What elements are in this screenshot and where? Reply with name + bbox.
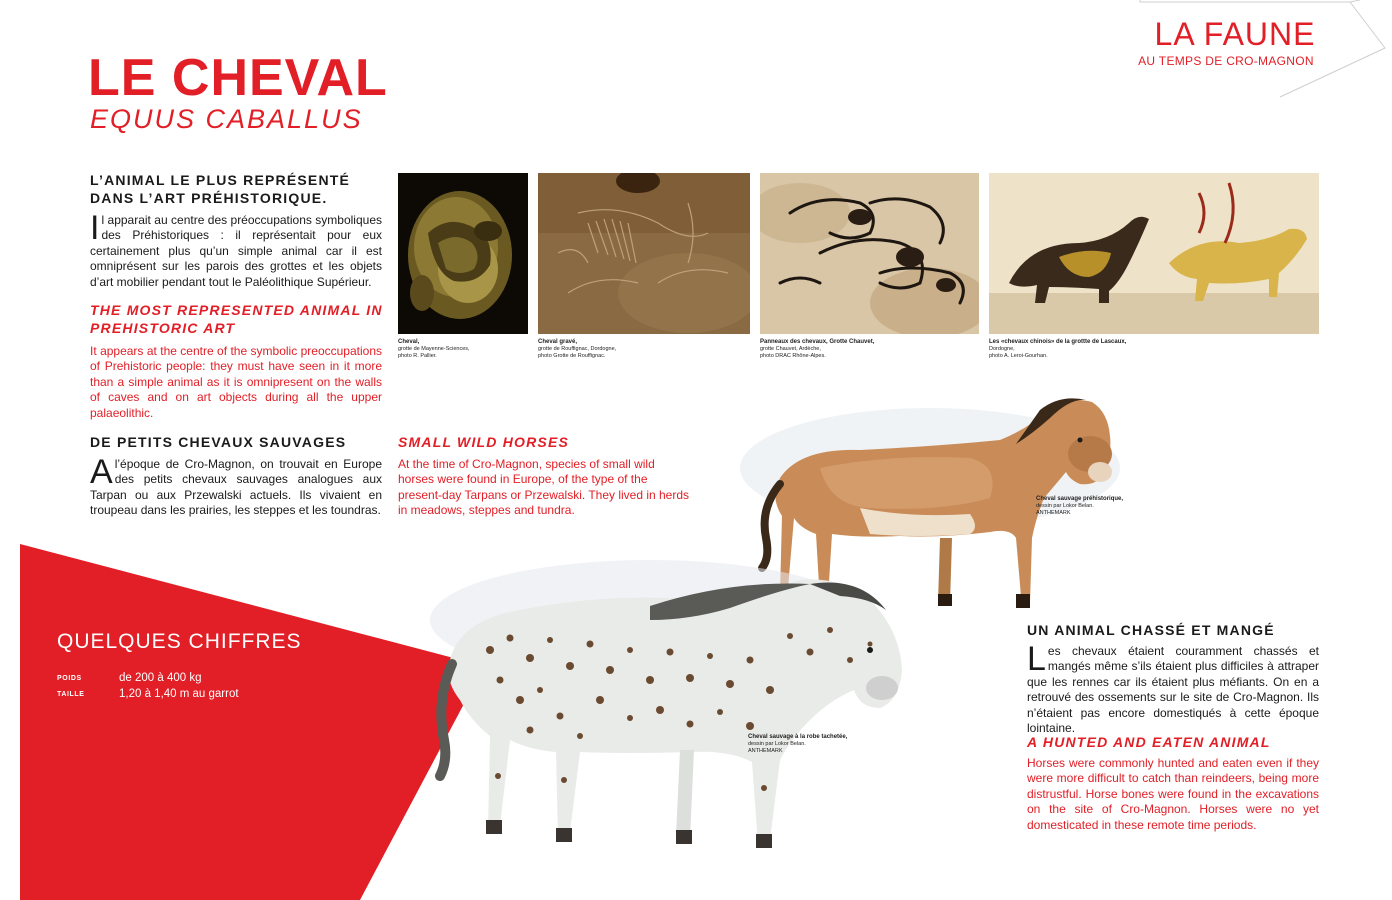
photo-caption-4-line2: photo A. Leroi-Gourhan. [989, 353, 1048, 359]
photo-caption-4-line1: Dordogne, [989, 346, 1015, 352]
photo-caption-1-line1: grotte de Mayenne-Sciences, [398, 346, 470, 352]
photo-caption-3 [760, 339, 979, 360]
photo-cheval-grave [538, 173, 750, 334]
photo-caption-1-title: Cheval, [398, 339, 420, 345]
photo-caption-2-line1: grotte de Rouffignac, Dordogne, [538, 346, 617, 352]
prehistoric-horse-caption [1036, 496, 1156, 517]
photo-caption-3-line1: grotte Chauvet, Ardèche, [760, 346, 821, 352]
stat-value-poids: de 200 à 400 kg [119, 672, 202, 684]
photo-chauvet [760, 173, 979, 334]
photo-caption-3-title: Panneaux des chevaux, Grotte Chauvet, [760, 339, 875, 345]
corner-subtitle: AU TEMPS DE CRO-MAGNON [1138, 54, 1314, 68]
photo-caption-4 [989, 339, 1319, 360]
page-subtitle: EQUUS CABALLUS [90, 104, 363, 134]
prehistoric-horse-caption-title: Cheval sauvage préhistorique, [1036, 496, 1124, 502]
wild-dropcap: A [90, 453, 113, 491]
wild-text-fr [90, 453, 382, 519]
spotted-horse-caption [748, 734, 868, 755]
photo-lascaux [989, 173, 1319, 334]
intro-heading-en: THE MOST REPRESENTED ANIMAL IN PREHISTORIC ART [90, 302, 383, 336]
stat-label-taille: TAILLE [57, 691, 85, 698]
corner-title: LA FAUNE [1154, 16, 1316, 52]
hunted-heading-en: A HUNTED AND EATEN ANIMAL [1027, 734, 1271, 750]
photo-cheval [398, 173, 528, 334]
photo-caption-3-line2: photo DRAC Rhône-Alpes. [760, 353, 826, 359]
photo-caption-1 [398, 339, 528, 360]
spotted-horse-caption-line1: dessin par Lokor Belan. [748, 741, 806, 747]
stat-row-poids [57, 672, 202, 684]
stat-row-taille [57, 688, 239, 700]
photo-caption-2-line2: photo Grotte de Rouffignac. [538, 353, 606, 359]
hunted-body-fr: es chevaux étaient couramment chassés et mangés même s’ils étaient plus difficiles à attraper que les rennes car ils étaient plus méfiants. On en a retrouvé des ossements sur le site de Cro-Magnon. Ils n’étaient pas encore domestiqués à cette époque lointaine. [1027, 644, 1319, 736]
page-title: LE CHEVAL [88, 49, 388, 107]
hunted-heading-fr: UN ANIMAL CHASSÉ ET MANGÉ [1027, 622, 1275, 638]
photo-caption-1-line2: photo R. Pallier. [398, 353, 437, 359]
stats-title: QUELQUES CHIFFRES [57, 630, 302, 653]
photo-caption-2 [538, 339, 750, 360]
photo-caption-2-title: Cheval gravé, [538, 339, 578, 345]
intro-text-fr [90, 209, 382, 290]
intro-text-en: It appears at the centre of the symbolic preoccupations of Prehistoric people: they must have seen in it more than a simple animal as it is omnipresent on the walls of caves and on art objects during all the upper palaeolithic. [90, 344, 382, 420]
hunted-text-en: Horses were commonly hunted and eaten even if they were more difficult to catch than reindeers, being more distrustful. Horse bones were found in the excavations on the site of Cro-Magnon. Horses were no yet domesticated in these remote time periods. [1027, 756, 1319, 832]
wild-heading-fr: DE PETITS CHEVAUX SAUVAGES [90, 434, 347, 450]
wild-body-fr: l’époque de Cro-Magnon, on trouvait en Europe des petits chevaux sauvages analogues aux Tarpan ou aux Przewalski actuels. Ils vivaient en troupeau dans les prairies, les steppes et les toundras. [90, 457, 382, 518]
prehistoric-horse-caption-line2: ANTHEMARK [1036, 510, 1071, 516]
wild-text-en: At the time of Cro-Magnon, species of small wild horses were found in Europe, of the type of the present-day Tarpans or Przewalski. They lived in herds in meadows, steppes and tundra. [398, 457, 690, 518]
hunted-dropcap: L [1027, 640, 1046, 678]
intro-body-fr: l apparait au centre des préoccupations symboliques des Préhistoriques : il représentait pour eux certainement plus qu’un simple animal car il est omniprésent sur les parois des grottes et les objets d’art mobilier pendant tout le Paléolithique Supérieur. [90, 213, 382, 289]
spotted-horse-illustration [430, 540, 920, 860]
prehistoric-horse-caption-line1: dessin par Lokor Belan. [1036, 503, 1094, 509]
intro-heading-fr: L’ANIMAL LE PLUS REPRÉSENTÉ DANS L’ART PRÉHISTORIQUE. [90, 172, 351, 206]
stat-value-taille: 1,20 à 1,40 m au garrot [119, 688, 239, 700]
stat-label-poids: POIDS [57, 675, 82, 682]
intro-dropcap: I [90, 209, 100, 247]
photo-caption-4-title: Les «chevaux chinois» de la grottte de Lascaux, [989, 339, 1127, 345]
stats-panel [0, 540, 490, 900]
spotted-horse-caption-title: Cheval sauvage à la robe tachetée, [748, 734, 848, 740]
hunted-text-fr [1027, 640, 1319, 736]
spotted-horse-caption-line2: ANTHEMARK [748, 748, 783, 754]
wild-heading-en: SMALL WILD HORSES [398, 434, 570, 450]
